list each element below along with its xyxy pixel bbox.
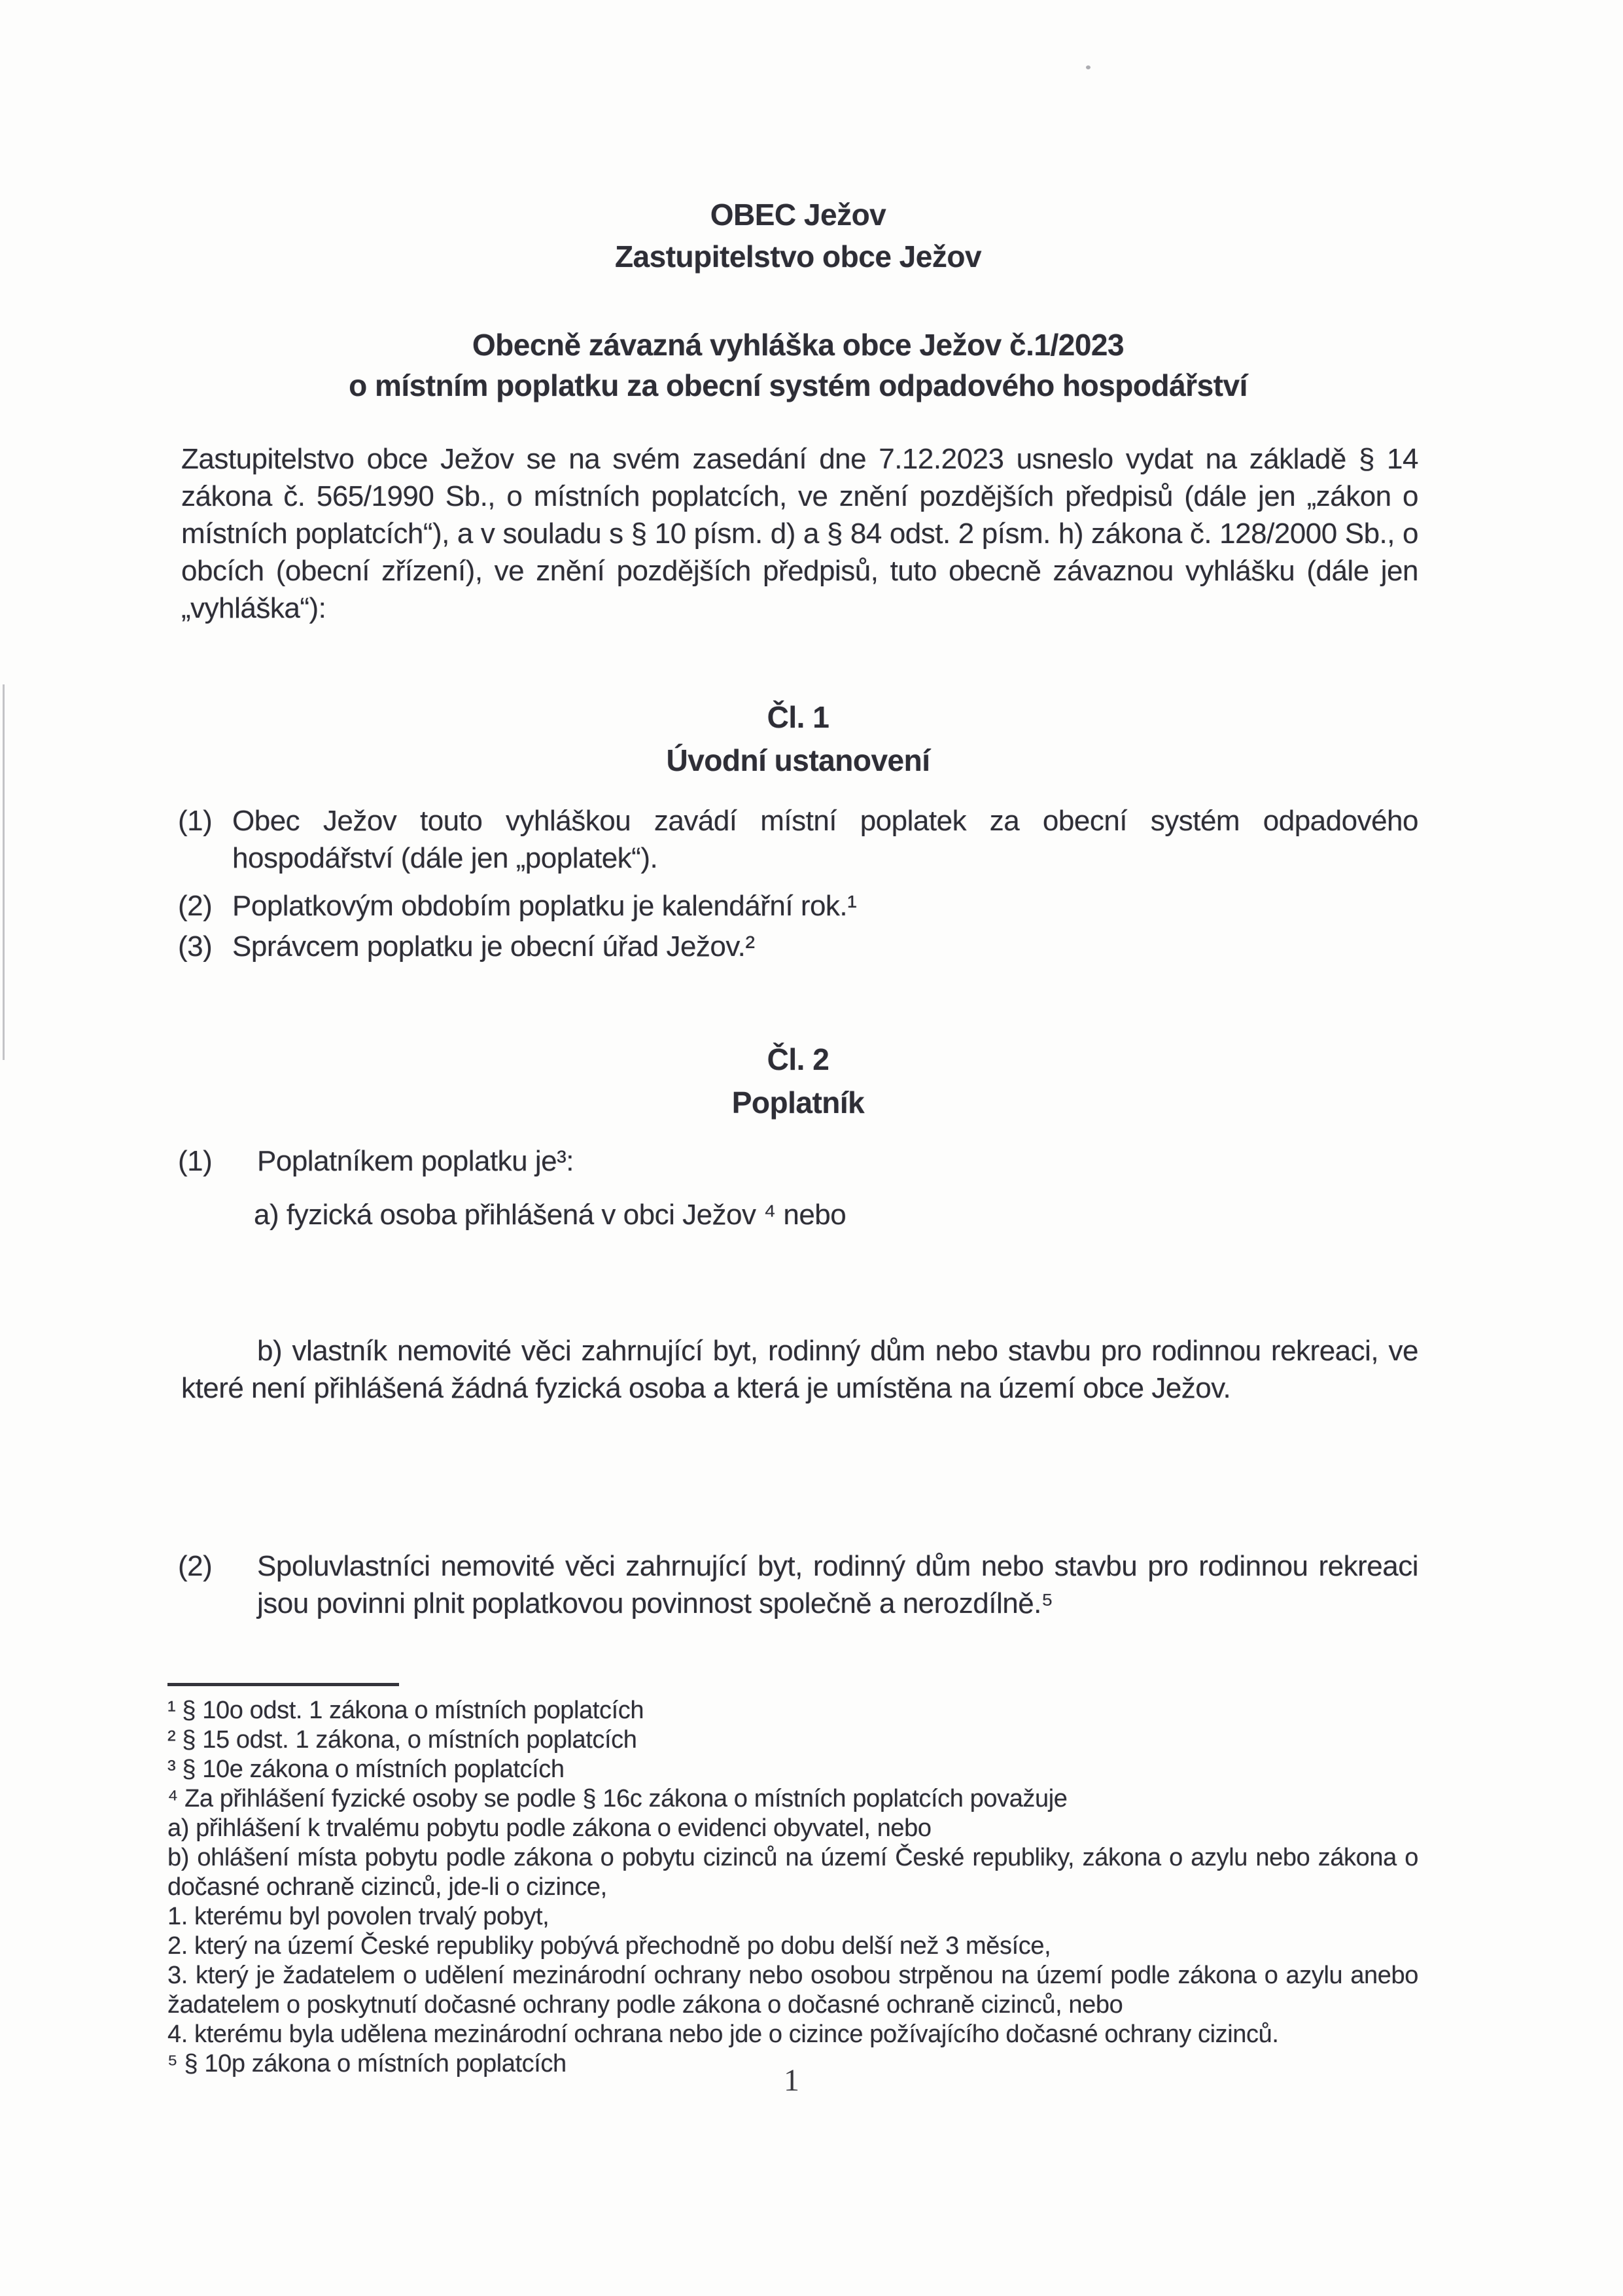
footnote-line: 2. který na území České republiky pobývá přechodně po dobu delší než 3 měsíce, bbox=[167, 1932, 1051, 1960]
article-2-subitem-a: a) fyzická osoba přihlášená v obci Ježov ⁴ nebo bbox=[254, 1199, 846, 1231]
decree-title-block bbox=[0, 325, 1596, 406]
document-header bbox=[0, 194, 1596, 277]
council-name: Zastupitelstvo obce Ježov bbox=[614, 239, 982, 274]
footnote-line: a) přihlášení k trvalému pobytu podle zákona o evidenci obyvatel, nebo bbox=[167, 1814, 932, 1842]
item-text: Správcem poplatku je obecní úřad Ježov.² bbox=[232, 930, 755, 963]
footnote-line: ⁵ § 10p zákona o místních poplatcích bbox=[167, 2050, 567, 2077]
article-2-item-1 bbox=[178, 1142, 1418, 1180]
item-label: (1) bbox=[178, 805, 213, 837]
footnote-line: ² § 15 odst. 1 zákona, o místních poplatcích bbox=[167, 1726, 637, 1754]
footnote-line: 4. kterému byla udělena mezinárodní ochrana nebo jde o cizince požívajícího dočasné ochrany cizinců. bbox=[167, 2021, 1279, 2048]
article-2-number: Čl. 2 bbox=[767, 1042, 829, 1076]
item-label: (3) bbox=[178, 930, 213, 963]
footnote-separator-rule bbox=[167, 1683, 399, 1686]
item-text: Poplatníkem poplatku je³: bbox=[257, 1145, 574, 1177]
footnote-line: 3. který je žadatelem o udělení mezinárodní ochrany nebo osobou strpěnou na území podle zákona o azylu anebo žadatelem o poskytnutí dočasné ochrany podle zákona o dočasné ochraně cizinců, nebo bbox=[167, 1962, 1418, 2019]
item-text: Spoluvlastníci nemovité věci zahrnující byt, rodinný dům nebo stavbu pro rodinnou rekreaci jsou povinni plnit poplatkovou povinnost společně a nerozdílně.⁵ bbox=[257, 1550, 1418, 1619]
footnote-line: ⁴ Za přihlášení fyzické osoby se podle § 16c zákona o místních poplatcích považuje bbox=[167, 1785, 1068, 1812]
item-label: (2) bbox=[178, 890, 213, 922]
article-2-item-2 bbox=[178, 1547, 1418, 1622]
scan-speck bbox=[1086, 65, 1091, 69]
footnote-line: 1. kterému byl povolen trvalý pobyt, bbox=[167, 1903, 550, 1930]
item-label: (1) bbox=[178, 1145, 213, 1177]
article-1-item-2 bbox=[178, 887, 1418, 925]
article-2-title: Poplatník bbox=[731, 1086, 865, 1120]
article-2-subitem-b: b) vlastník nemovité věci zahrnující byt, rodinný dům nebo stavbu pro rodinnou rekreaci, ve které není přihlášená žádná fyzická osoba a která je umístěna na území obce Ježov. bbox=[181, 1335, 1418, 1404]
article-1-item-3 bbox=[178, 928, 1418, 965]
page-number: 1 bbox=[784, 2063, 799, 2098]
footnote-line: b) ohlášení místa pobytu podle zákona o pobytu cizinců na území České republiky, zákona o azylu nebo zákona o dočasné ochraně cizinců, jde-li o cizince, bbox=[167, 1844, 1418, 1901]
municipality-name: OBEC Ježov bbox=[710, 198, 886, 232]
article-1-item-1 bbox=[178, 802, 1418, 877]
footnote-line: ³ § 10e zákona o místních poplatcích bbox=[167, 1756, 565, 1783]
item-label: (2) bbox=[178, 1550, 213, 1582]
article-1-heading bbox=[0, 696, 1596, 782]
item-text: Poplatkovým obdobím poplatku je kalendářní rok.¹ bbox=[232, 890, 857, 922]
footnotes-block bbox=[167, 1696, 1418, 2079]
article-1-title: Úvodní ustanovení bbox=[666, 743, 930, 777]
footnote-line: ¹ § 10o odst. 1 zákona o místních poplatcích bbox=[167, 1697, 644, 1724]
decree-title: Obecně závazná vyhláška obce Ježov č.1/2023 bbox=[472, 328, 1125, 362]
decree-subtitle: o místním poplatku za obecní systém odpadového hospodářství bbox=[349, 368, 1248, 402]
intro-paragraph: Zastupitelstvo obce Ježov se na svém zasedání dne 7.12.2023 usneslo vydat na základě § 14 zákona č. 565/1990 Sb., o místních poplatcích, ve znění pozdějších předpisů (dále jen „zákon o místních poplatcích“), a v souladu s § 10 písm. d) a § 84 odst. 2 písm. h) zákona č. 128/2000 Sb., o obcích (obecní zřízení), ve znění pozdějších předpisů, tuto obecně závaznou vyhlášku (dále jen „vyhláška“): bbox=[181, 443, 1418, 624]
item-text: Obec Ježov touto vyhláškou zavádí místní poplatek za obecní systém odpadového hospodářství (dále jen „poplatek“). bbox=[232, 805, 1418, 874]
article-1-number: Čl. 1 bbox=[767, 700, 829, 734]
article-2-heading bbox=[0, 1038, 1596, 1124]
